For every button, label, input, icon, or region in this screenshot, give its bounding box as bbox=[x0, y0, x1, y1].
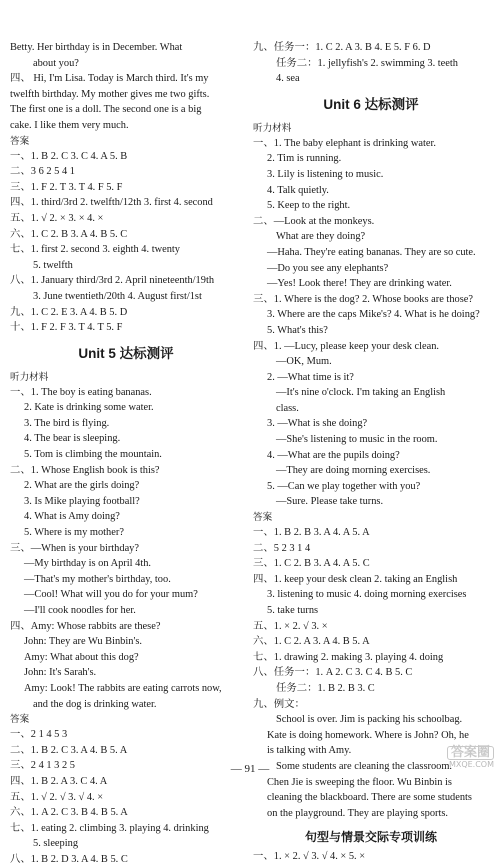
text-line: 听力材料 bbox=[10, 371, 49, 383]
text-line: 一、2 1 4 5 3 bbox=[10, 729, 68, 741]
text-line: 2. —What time is it? bbox=[267, 371, 354, 383]
text-line: What are they doing? bbox=[276, 231, 366, 243]
text-line: —Do you see any elephants? bbox=[267, 262, 389, 274]
watermark bbox=[420, 746, 494, 782]
text-line: 三、—When is your birthday? bbox=[10, 542, 139, 554]
text-line: 任务二：1. jellyfish's 2. swimming 3. teeth bbox=[276, 57, 458, 69]
text-line: Some students are cleaning the classroom. bbox=[276, 760, 453, 772]
text-line: about you? bbox=[33, 57, 79, 69]
right-column bbox=[253, 40, 489, 865]
text-line: 5. What's this? bbox=[267, 324, 328, 336]
text-line: is talking with Amy. bbox=[267, 745, 352, 757]
text-line: —They are doing morning exercises. bbox=[276, 465, 431, 477]
text-line: 5. Where is my mother? bbox=[24, 527, 124, 539]
section-heading: Unit 5 达标测评 bbox=[78, 345, 174, 361]
text-line: 答案 bbox=[253, 512, 273, 524]
section-heading: 句型与情景交际专项训练 bbox=[304, 830, 437, 845]
text-line: twelfth birthday. My mother gives me two gifts. bbox=[10, 88, 210, 100]
text-line: on the playground. They are playing sports. bbox=[267, 807, 449, 819]
text-line: 一、1. B 2. B 3. A 4. A 5. A bbox=[253, 527, 370, 539]
text-line: 3. Where are the caps Mike's? 4. What is he doing? bbox=[267, 309, 480, 321]
text-line: 5. take turns bbox=[267, 605, 319, 616]
text-line: 三、1. Where is the dog? 2. Whose books are those? bbox=[253, 293, 473, 305]
text-line: 三、1. C 2. B 3. A 4. A 5. C bbox=[253, 558, 370, 570]
text-line: Amy: What about this dog? bbox=[24, 651, 139, 663]
text-line: 八、1. January third/3rd 2. April nineteenth/19th bbox=[10, 275, 215, 287]
text-line: 3. listening to music 4. doing morning exercises bbox=[267, 589, 467, 601]
text-line: —She's listening to music in the room. bbox=[276, 434, 438, 446]
text-line: 4. sea bbox=[276, 73, 300, 85]
text-line: 六、1. C 2. B 3. A 4. B 5. C bbox=[10, 228, 128, 240]
text-line: 二、5 2 3 1 4 bbox=[253, 542, 311, 554]
text-line: 七、1. first 2. second 3. eighth 4. twenty bbox=[10, 244, 180, 256]
text-line: 四、 Hi, I'm Lisa. Today is March third. It's my bbox=[10, 73, 209, 85]
text-line: 听力材料 bbox=[253, 122, 292, 134]
text-line: School is over. Jim is packing his schoolbag. bbox=[276, 714, 463, 726]
text-line: —Haha. They're eating bananas. They are so cute. bbox=[267, 246, 476, 258]
text-line: 3. Is Mike playing football? bbox=[24, 495, 140, 507]
watermark-logo: 答案圈 bbox=[447, 746, 494, 760]
text-line: —Cool! What will you do for your mum? bbox=[24, 589, 198, 601]
text-line: Amy: Look! The rabbits are eating carrots now, bbox=[24, 682, 222, 694]
text-line: 九、1. C 2. E 3. A 4. B 5. D bbox=[10, 306, 128, 318]
text-line: cake. I like them very much. bbox=[10, 119, 129, 131]
text-line: and the dog is drinking water. bbox=[33, 698, 157, 710]
text-line: 4. What is Amy doing? bbox=[24, 511, 120, 523]
text-line: 3. Lily is listening to music. bbox=[267, 168, 384, 180]
text-line: 四、Amy: Whose rabbits are these? bbox=[10, 620, 161, 632]
text-line: 八、1. B 2. D 3. A 4. B 5. C bbox=[10, 853, 128, 865]
text-line: 5. sleeping bbox=[33, 838, 79, 850]
text-line: 5. Keep to the right. bbox=[267, 200, 351, 212]
text-line: 二、1. B 2. C 3. A 4. B 5. A bbox=[10, 744, 128, 756]
text-line: —Sure. Please take turns. bbox=[276, 496, 384, 508]
text-line: John: It's Sarah's. bbox=[24, 667, 97, 679]
text-line: —I'll cook noodles for her. bbox=[24, 605, 136, 616]
text-line: 4. Talk quietly. bbox=[267, 184, 329, 196]
text-line: —OK, Mum. bbox=[276, 356, 332, 368]
text-line: 七、1. drawing 2. making 3. playing 4. doing bbox=[253, 651, 444, 663]
text-line: 一、1. The baby elephant is drinking water. bbox=[253, 137, 436, 149]
text-line: 四、1. —Lucy, please keep your desk clean. bbox=[253, 340, 440, 352]
text-line: 九、任务一：1. C 2. A 3. B 4. E 5. F 6. D bbox=[253, 42, 431, 53]
text-line: —Yes! Look there! They are drinking water. bbox=[267, 278, 452, 290]
text-line: 答案 bbox=[10, 135, 30, 147]
text-line: 一、1. × 2. √ 3. √ 4. × 5. × bbox=[253, 851, 366, 863]
text-line: —That's my mother's birthday, too. bbox=[24, 573, 171, 585]
section-heading: Unit 6 达标测评 bbox=[323, 96, 419, 112]
text-line: 二、—Look at the monkeys. bbox=[253, 215, 375, 227]
text-line: —It's nine o'clock. I'm taking an English bbox=[276, 387, 446, 399]
text-line: The first one is a doll. The second one is a big bbox=[10, 104, 202, 116]
text-line: 二、1. Whose English book is this? bbox=[10, 464, 160, 476]
text-line: 任务二：1. B 2. B 3. C bbox=[276, 682, 375, 694]
text-line: Betty. Her birthday is in December. What bbox=[10, 42, 183, 53]
text-line: 3. June twentieth/20th 4. August first/1st bbox=[33, 290, 202, 302]
text-line: 六、1. A 2. C 3. B 4. B 5. A bbox=[10, 807, 128, 819]
text-line: 五、1. √ 2. √ 3. √ 4. × bbox=[10, 791, 104, 803]
text-line: 5. twelfth bbox=[33, 259, 73, 271]
text-line: cleaning the blackboard. There are some students bbox=[267, 792, 472, 804]
text-line: 八、任务一：1. A 2. C 3. C 4. B 5. C bbox=[253, 667, 413, 679]
left-column bbox=[10, 40, 242, 868]
text-line: 一、1. The boy is eating bananas. bbox=[10, 386, 152, 398]
text-line: 2. What are the girls doing? bbox=[24, 480, 140, 492]
text-line: 5. Tom is climbing the mountain. bbox=[24, 449, 162, 461]
text-line: 四、1. keep your desk clean 2. taking an English bbox=[253, 573, 458, 585]
page-number: — 91 — bbox=[230, 763, 270, 775]
text-line: 2. Kate is drinking some water. bbox=[24, 402, 154, 414]
text-line: 九、例文： bbox=[253, 698, 305, 710]
text-line: 五、1. × 2. √ 3. × bbox=[253, 620, 328, 632]
text-line: 十、1. F 2. F 3. T 4. T 5. F bbox=[10, 322, 123, 334]
watermark-url: MXQE.COM bbox=[448, 760, 494, 769]
text-line: 三、1. F 2. T 3. T 4. F 5. F bbox=[10, 181, 123, 193]
text-line: 2. Tim is running. bbox=[267, 153, 342, 165]
text-line: 4. The bear is sleeping. bbox=[24, 433, 121, 445]
text-line: 四、1. B 2. A 3. C 4. A bbox=[10, 775, 108, 787]
text-line: 一、1. B 2. C 3. C 4. A 5. B bbox=[10, 150, 128, 162]
text-line: Kate is doing homework. Where is John? Oh, he bbox=[267, 729, 469, 741]
text-line: class. bbox=[276, 402, 299, 414]
text-line: John: They are Wu Binbin's. bbox=[24, 636, 142, 648]
text-line: 3. —What is she doing? bbox=[267, 418, 368, 430]
text-line: 4. —What are the pupils doing? bbox=[267, 449, 400, 461]
text-line: 5. —Can we play together with you? bbox=[267, 480, 421, 492]
text-line: 六、1. C 2. A 3. A 4. B 5. A bbox=[253, 636, 370, 648]
text-line: 四、1. third/3rd 2. twelfth/12th 3. first 4. second bbox=[10, 197, 213, 209]
text-line: 三、2 4 1 3 2 5 bbox=[10, 760, 75, 772]
text-line: 答案 bbox=[10, 714, 30, 726]
text-line: 二、3 6 2 5 4 1 bbox=[10, 166, 75, 178]
text-line: 五、1. √ 2. × 3. × 4. × bbox=[10, 212, 104, 224]
text-line: —My birthday is on April 4th. bbox=[24, 558, 151, 570]
text-line: 七、1. eating 2. climbing 3. playing 4. drinking bbox=[10, 822, 209, 834]
text-line: 3. The bird is flying. bbox=[24, 417, 110, 429]
text-line: Chen Jie is sweeping the floor. Wu Binbin is bbox=[267, 776, 452, 788]
